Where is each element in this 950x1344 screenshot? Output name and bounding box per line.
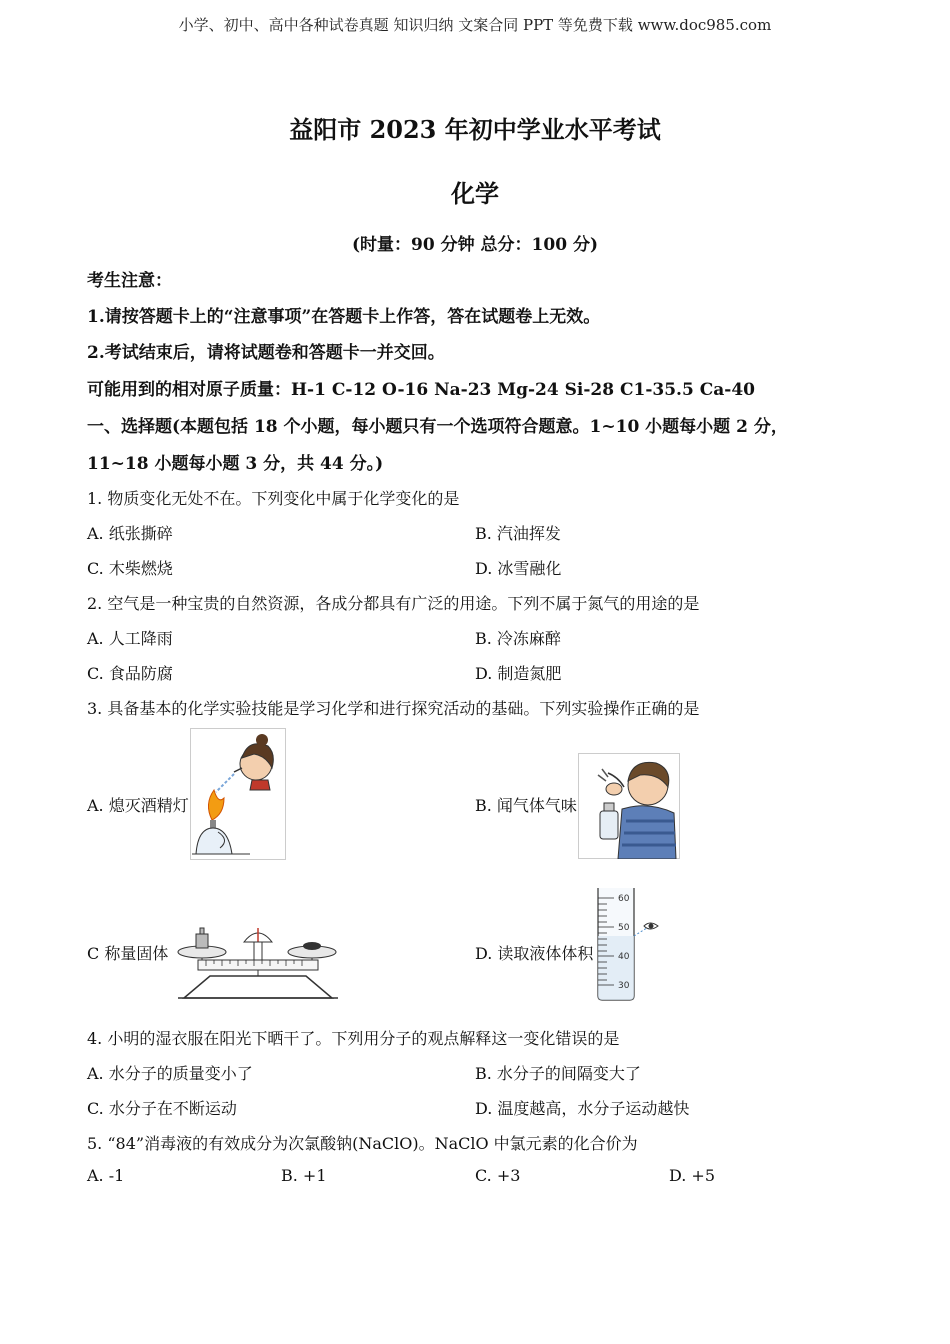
atomic-masses: 可能用到的相对原子质量：H-1 C-12 O-16 Na-23 Mg-24 Si-28 C1-35.5 Ca-40 xyxy=(87,380,755,400)
extinguish-lamp-illustration xyxy=(190,728,286,860)
q1-option-c: C. 木柴燃烧 xyxy=(87,559,173,578)
graduated-cylinder-illustration xyxy=(594,886,660,1002)
question-1-stem: 1. 物质变化无处不在。下列变化中属于化学变化的是 xyxy=(87,489,460,508)
q1-option-b: B. 汽油挥发 xyxy=(475,524,561,543)
question-3-stem: 3. 具备基本的化学实验技能是学习化学和进行探究活动的基础。下列实验操作正确的是 xyxy=(87,699,700,718)
q5-option-c: C. +3 xyxy=(475,1166,521,1185)
balance-scale-illustration xyxy=(172,920,344,1002)
section-1-heading-cont: 11~18 小题每小题 3 分，共 44 分。) xyxy=(87,454,384,474)
q4-option-c: C. 水分子在不断运动 xyxy=(87,1099,237,1118)
notice-item-1: 1.请按答题卡上的“注意事项”在答题卡上作答，答在试题卷上无效。 xyxy=(87,307,601,327)
exam-title: 益阳市 2023 年初中学业水平考试 xyxy=(289,115,661,144)
q4-option-b: B. 水分子的间隔变大了 xyxy=(475,1064,641,1083)
notice-item-2: 2.考试结束后，请将试题卷和答题卡一并交回。 xyxy=(87,343,445,363)
q5-option-b: B. +1 xyxy=(281,1166,327,1185)
question-4-stem: 4. 小明的湿衣服在阳光下晒干了。下列用分子的观点解释这一变化错误的是 xyxy=(87,1029,620,1048)
q5-option-d: D. +5 xyxy=(669,1166,716,1185)
q5-option-a: A. -1 xyxy=(87,1166,125,1185)
section-1-heading: 一、选择题(本题包括 18 个小题，每小题只有一个选项符合题意。1~10 小题每小题 2 分， xyxy=(87,417,788,437)
question-5-stem: 5. “84”消毒液的有效成分为次氯酸钠(NaClO)。NaClO 中氯元素的化合价为 xyxy=(87,1134,638,1153)
q3-option-b: B. 闻气体气味 xyxy=(475,796,577,815)
cylinder-tick-50: 50 xyxy=(618,923,630,933)
q4-option-a: A. 水分子的质量变小了 xyxy=(87,1064,253,1083)
exam-subject: 化学 xyxy=(451,179,499,208)
q2-option-b: B. 冷冻麻醉 xyxy=(475,629,561,648)
page-header: 小学、初中、高中各种试卷真题 知识归纳 文案合同 PPT 等免费下载 www.doc985.com xyxy=(178,16,772,34)
q3-option-a: A. 熄灭酒精灯 xyxy=(87,796,189,815)
q2-option-d: D. 制造氮肥 xyxy=(475,664,562,683)
cylinder-tick-60: 60 xyxy=(618,894,630,904)
q4-option-d: D. 温度越高，水分子运动越快 xyxy=(475,1099,690,1118)
notice-heading: 考生注意： xyxy=(87,271,172,291)
q1-option-d: D. 冰雪融化 xyxy=(475,559,562,578)
q2-option-c: C. 食品防腐 xyxy=(87,664,173,683)
question-2-stem: 2. 空气是一种宝贵的自然资源，各成分都具有广泛的用途。下列不属于氮气的用途的是 xyxy=(87,594,700,613)
q3-option-d: D. 读取液体体积 xyxy=(475,944,594,963)
q2-option-a: A. 人工降雨 xyxy=(87,629,173,648)
smell-gas-illustration xyxy=(578,753,680,859)
exam-timing: (时量：90 分钟 总分：100 分) xyxy=(352,235,598,255)
q3-option-c: C 称量固体 xyxy=(87,944,169,963)
q1-option-a: A. 纸张撕碎 xyxy=(87,524,173,543)
cylinder-tick-40: 40 xyxy=(618,952,630,962)
cylinder-tick-30: 30 xyxy=(618,981,630,991)
